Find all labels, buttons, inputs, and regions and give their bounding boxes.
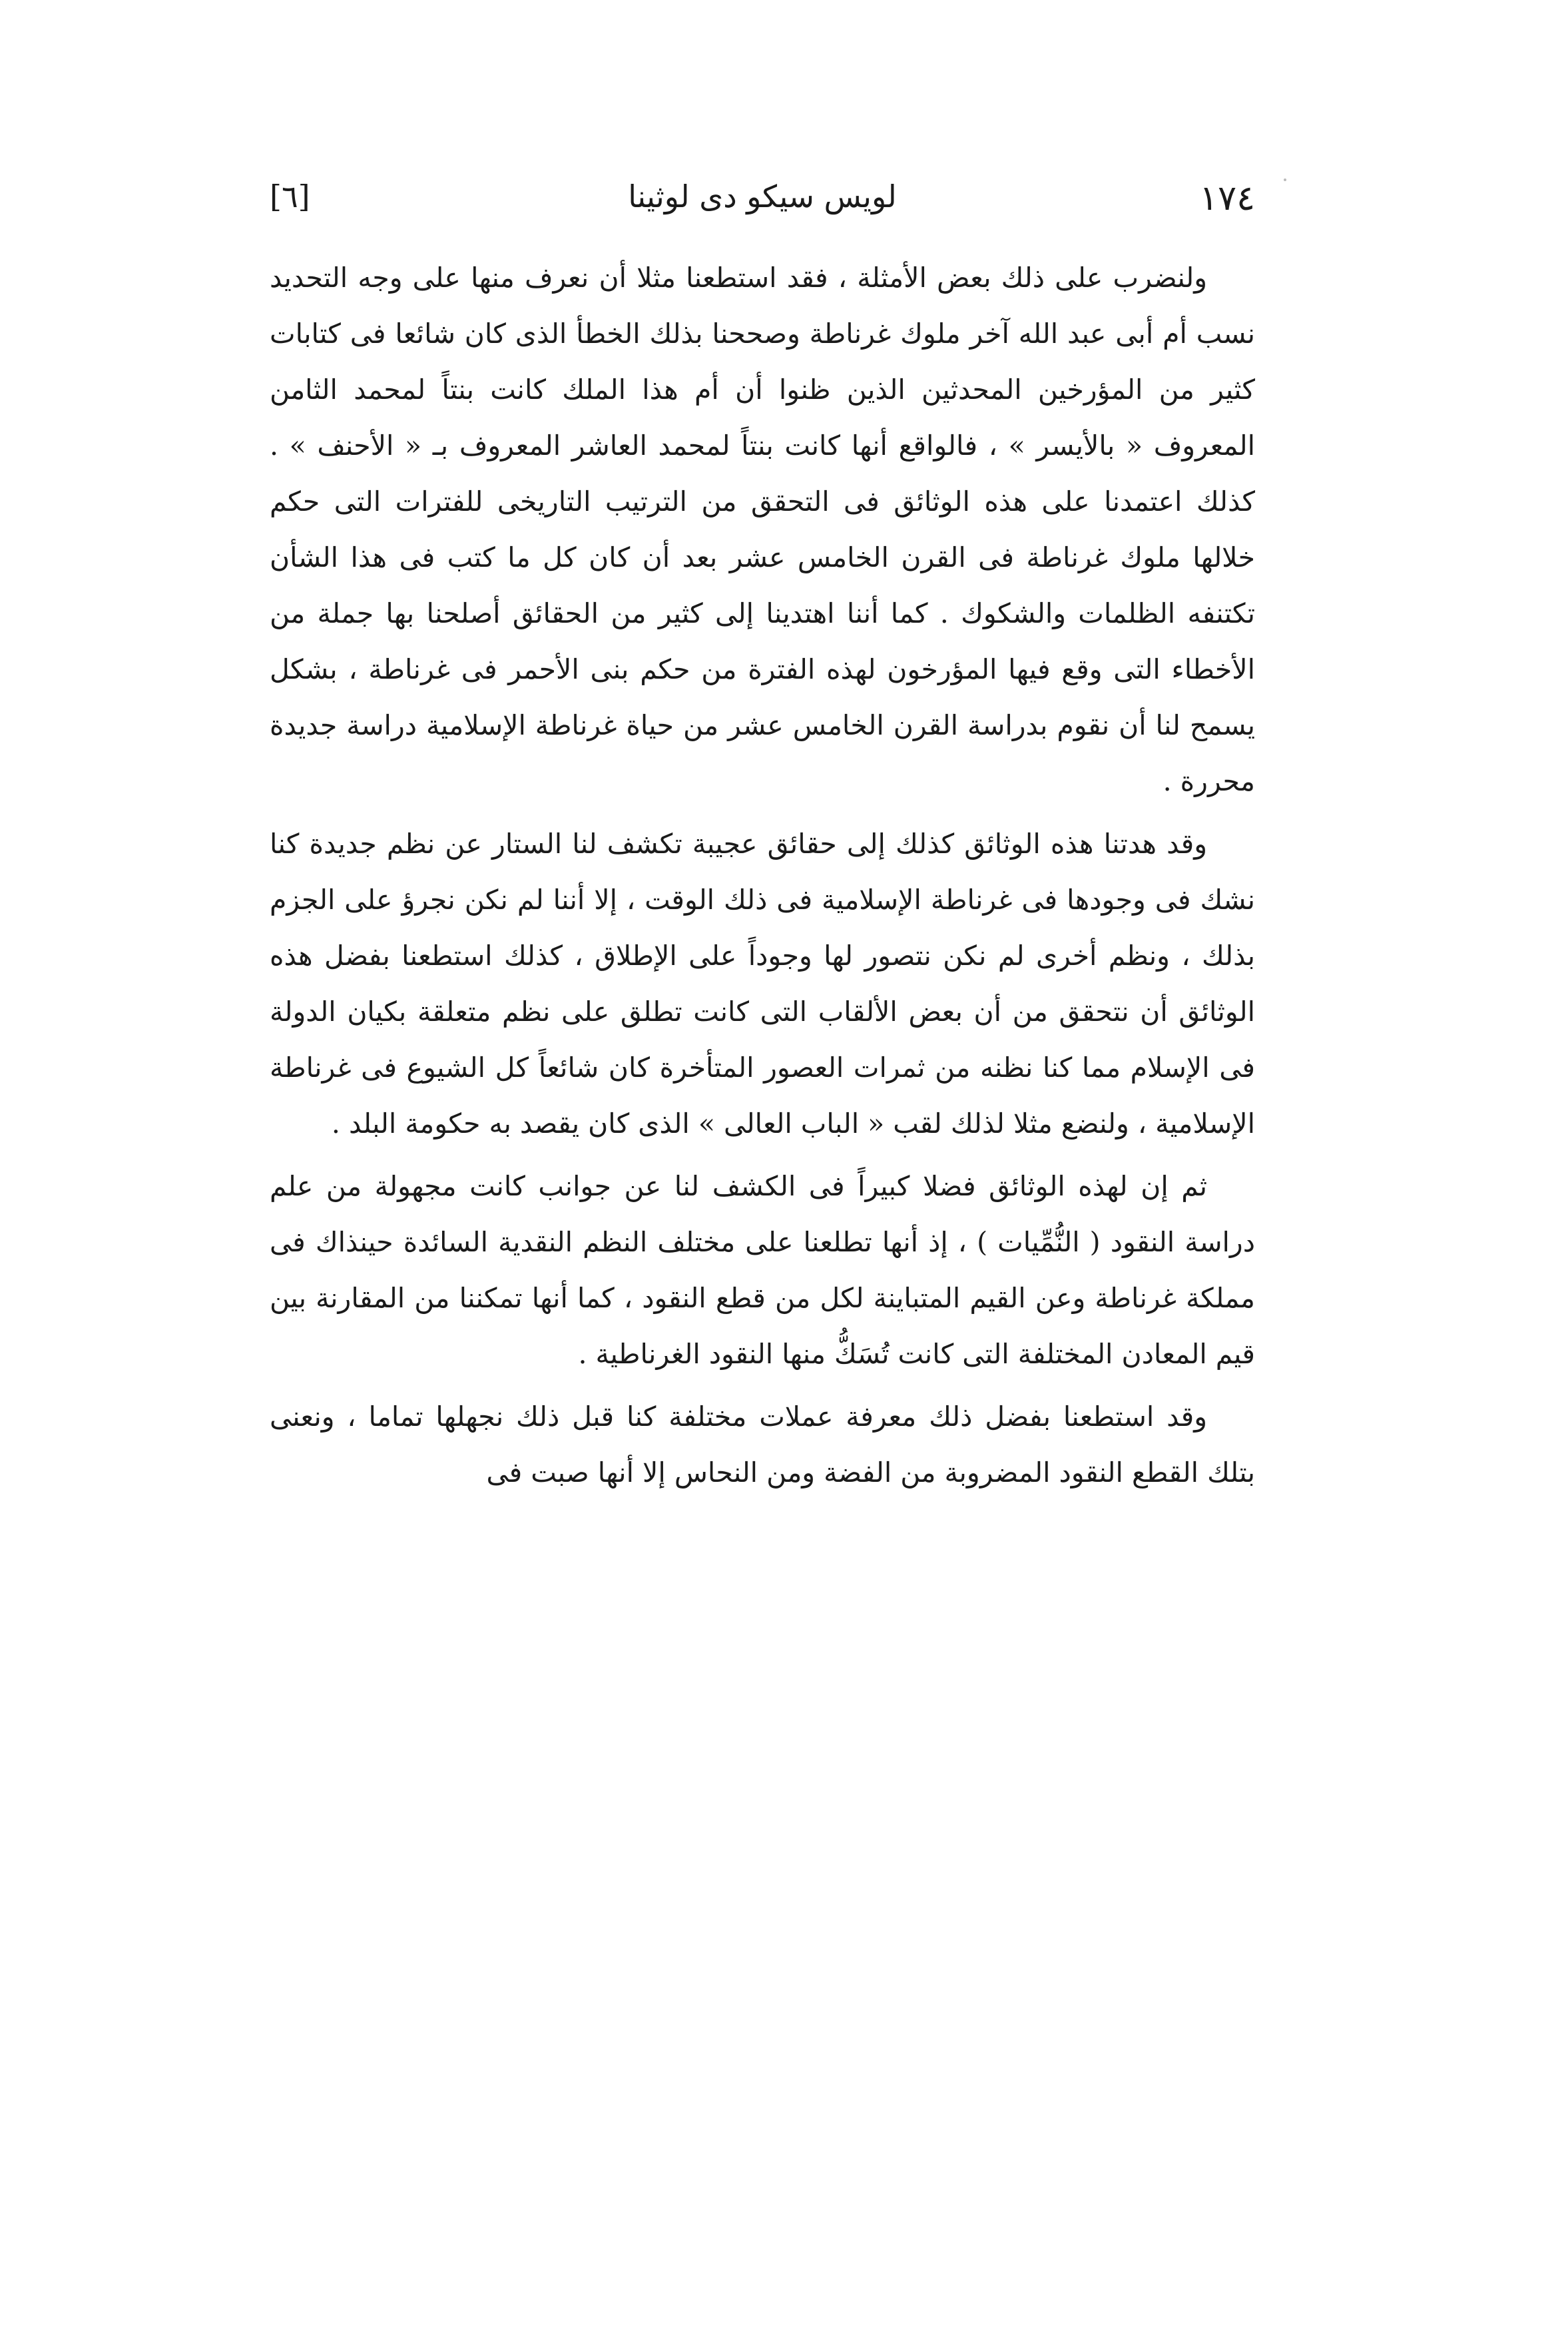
page-number: ١٧٤ — [1199, 178, 1255, 218]
running-title: لويس سيكو دى لوثينا — [628, 178, 897, 214]
chapter-marker: [٦] — [270, 178, 310, 214]
paragraph-2: وقد هدتنا هذه الوثائق كذلك إلى حقائق عجيبة تكشف لنا الستار عن نظم جديدة كنا نشك فى وجودها فى غرناطة الإسلامية فى ذلك الوقت ، إلا أننا لم نكن نجرؤ على الجزم بذلك ، ونظم أخرى لم نكن نتصور لها وجوداً على الإطلاق ، كذلك استطعنا بفضل هذه الوثائق أن نتحقق من أن بعض الألقاب التى كانت تطلق على نظم متعلقة بكيان الدولة فى الإسلام مما كنا نظنه من ثمرات العصور المتأخرة كان شائعاً كل الشيوع فى غرناطة الإسلامية ، ولنضع مثلا لذلك لقب « الباب العالى » الذى كان يقصد به حكومة البلد . — [270, 828, 1255, 1140]
page-header — [270, 178, 1255, 238]
body-text — [270, 250, 1255, 1507]
paragraph-4: وقد استطعنا بفضل ذلك معرفة عملات مختلفة كنا قبل ذلك نجهلها تماما ، ونعنى بتلك القطع النقود المضروبة من الفضة ومن النحاس إلا أنها صبت فى — [270, 1401, 1255, 1489]
paragraph-1: ولنضرب على ذلك بعض الأمثلة ، فقد استطعنا مثلا أن نعرف منها على وجه التحديد نسب أم أبى عبد الله آخر ملوك غرناطة وصححنا بذلك الخطأ الذى كان شائعا فى كتابات كثير من المؤرخين المحدثين الذين ظنوا أن أم هذا الملك كانت بنتاً لمحمد الثامن المعروف « بالأيسر » ، فالواقع أنها كانت بنتاً لمحمد العاشر المعروف بـ « الأحنف » . كذلك اعتمدنا على هذه الوثائق فى التحقق من الترتيب التاريخى للفترات التى حكم خلالها ملوك غرناطة فى القرن الخامس عشر بعد أن كان كل ما كتب فى هذا الشأن تكتنفه الظلمات والشكوك . كما أننا اهتدينا إلى كثير من الحقائق أصلحنا بها جملة من الأخطاء التى وقع فيها المؤرخون لهذه الفترة من حكم بنى الأحمر فى غرناطة ، بشكل يسمح لنا أن نقوم بدراسة القرن الخامس عشر من حياة غرناطة الإسلامية دراسة جديدة محررة . — [270, 262, 1255, 797]
paper-speck — [1284, 178, 1286, 181]
paragraph-3: ثم إن لهذه الوثائق فضلا كبيراً فى الكشف لنا عن جوانب كانت مجهولة من علم دراسة النقود ( النُّمِّيات ) ، إذ أنها تطلعنا على مختلف النظم النقدية السائدة حينذاك فى مملكة غرناطة وعن القيم المتباينة لكل من قطع النقود ، كما أنها تمكننا من المقارنة بين قيم المعادن المختلفة التى كانت تُسَكُّ منها النقود الغرناطية . — [270, 1170, 1255, 1370]
